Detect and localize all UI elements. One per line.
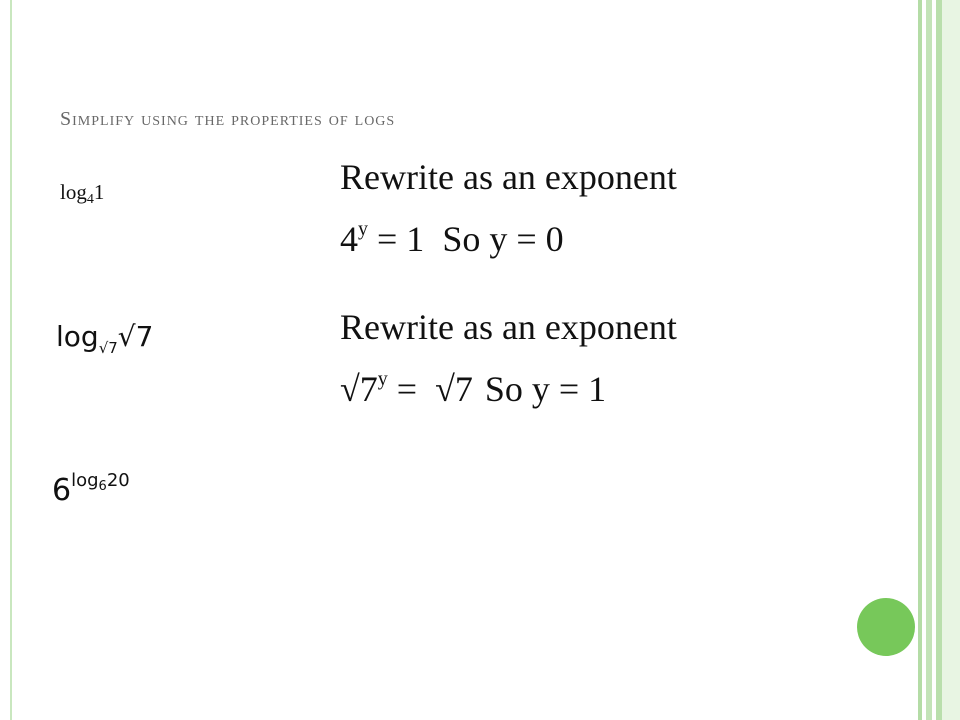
- equation-base: √7: [340, 369, 378, 409]
- problem-1-equation: [340, 218, 564, 260]
- problem-1-expression: [60, 180, 104, 205]
- left-frame-stripe: [10, 0, 12, 720]
- problem-2-equation: [340, 368, 606, 410]
- equation-conclusion: So y = 0: [442, 219, 564, 259]
- log-label: log: [60, 180, 87, 204]
- exponent-log-base: 6: [98, 479, 107, 494]
- log-argument: 1: [93, 180, 105, 204]
- exponent-log-argument: 20: [106, 470, 130, 491]
- log-argument: √7: [117, 320, 154, 353]
- equation-rhs: = 1: [368, 219, 425, 259]
- problem-1-heading: Rewrite as an exponent: [340, 157, 677, 197]
- equation-exponent: y: [358, 218, 368, 240]
- decorative-green-circle: [857, 598, 915, 656]
- power-base: 6: [52, 473, 72, 508]
- equation-exponent: y: [377, 368, 388, 390]
- exponent-log-label: log: [71, 470, 99, 491]
- equation-conclusion: So y = 1: [484, 369, 607, 409]
- log-label: log: [56, 320, 99, 353]
- log-base: √7: [98, 339, 118, 357]
- power-exponent: [71, 470, 130, 494]
- equation-base: 4: [340, 219, 358, 259]
- problem-3-expression: [52, 470, 130, 508]
- problem-2-heading: Rewrite as an exponent: [340, 307, 677, 347]
- problem-2-expression: [56, 320, 154, 357]
- log-base: 4: [86, 192, 94, 207]
- right-frame-stripes: [918, 0, 960, 720]
- slide-title: Simplify using the properties of logs: [60, 108, 396, 130]
- equation-rhs: = √7: [387, 369, 473, 409]
